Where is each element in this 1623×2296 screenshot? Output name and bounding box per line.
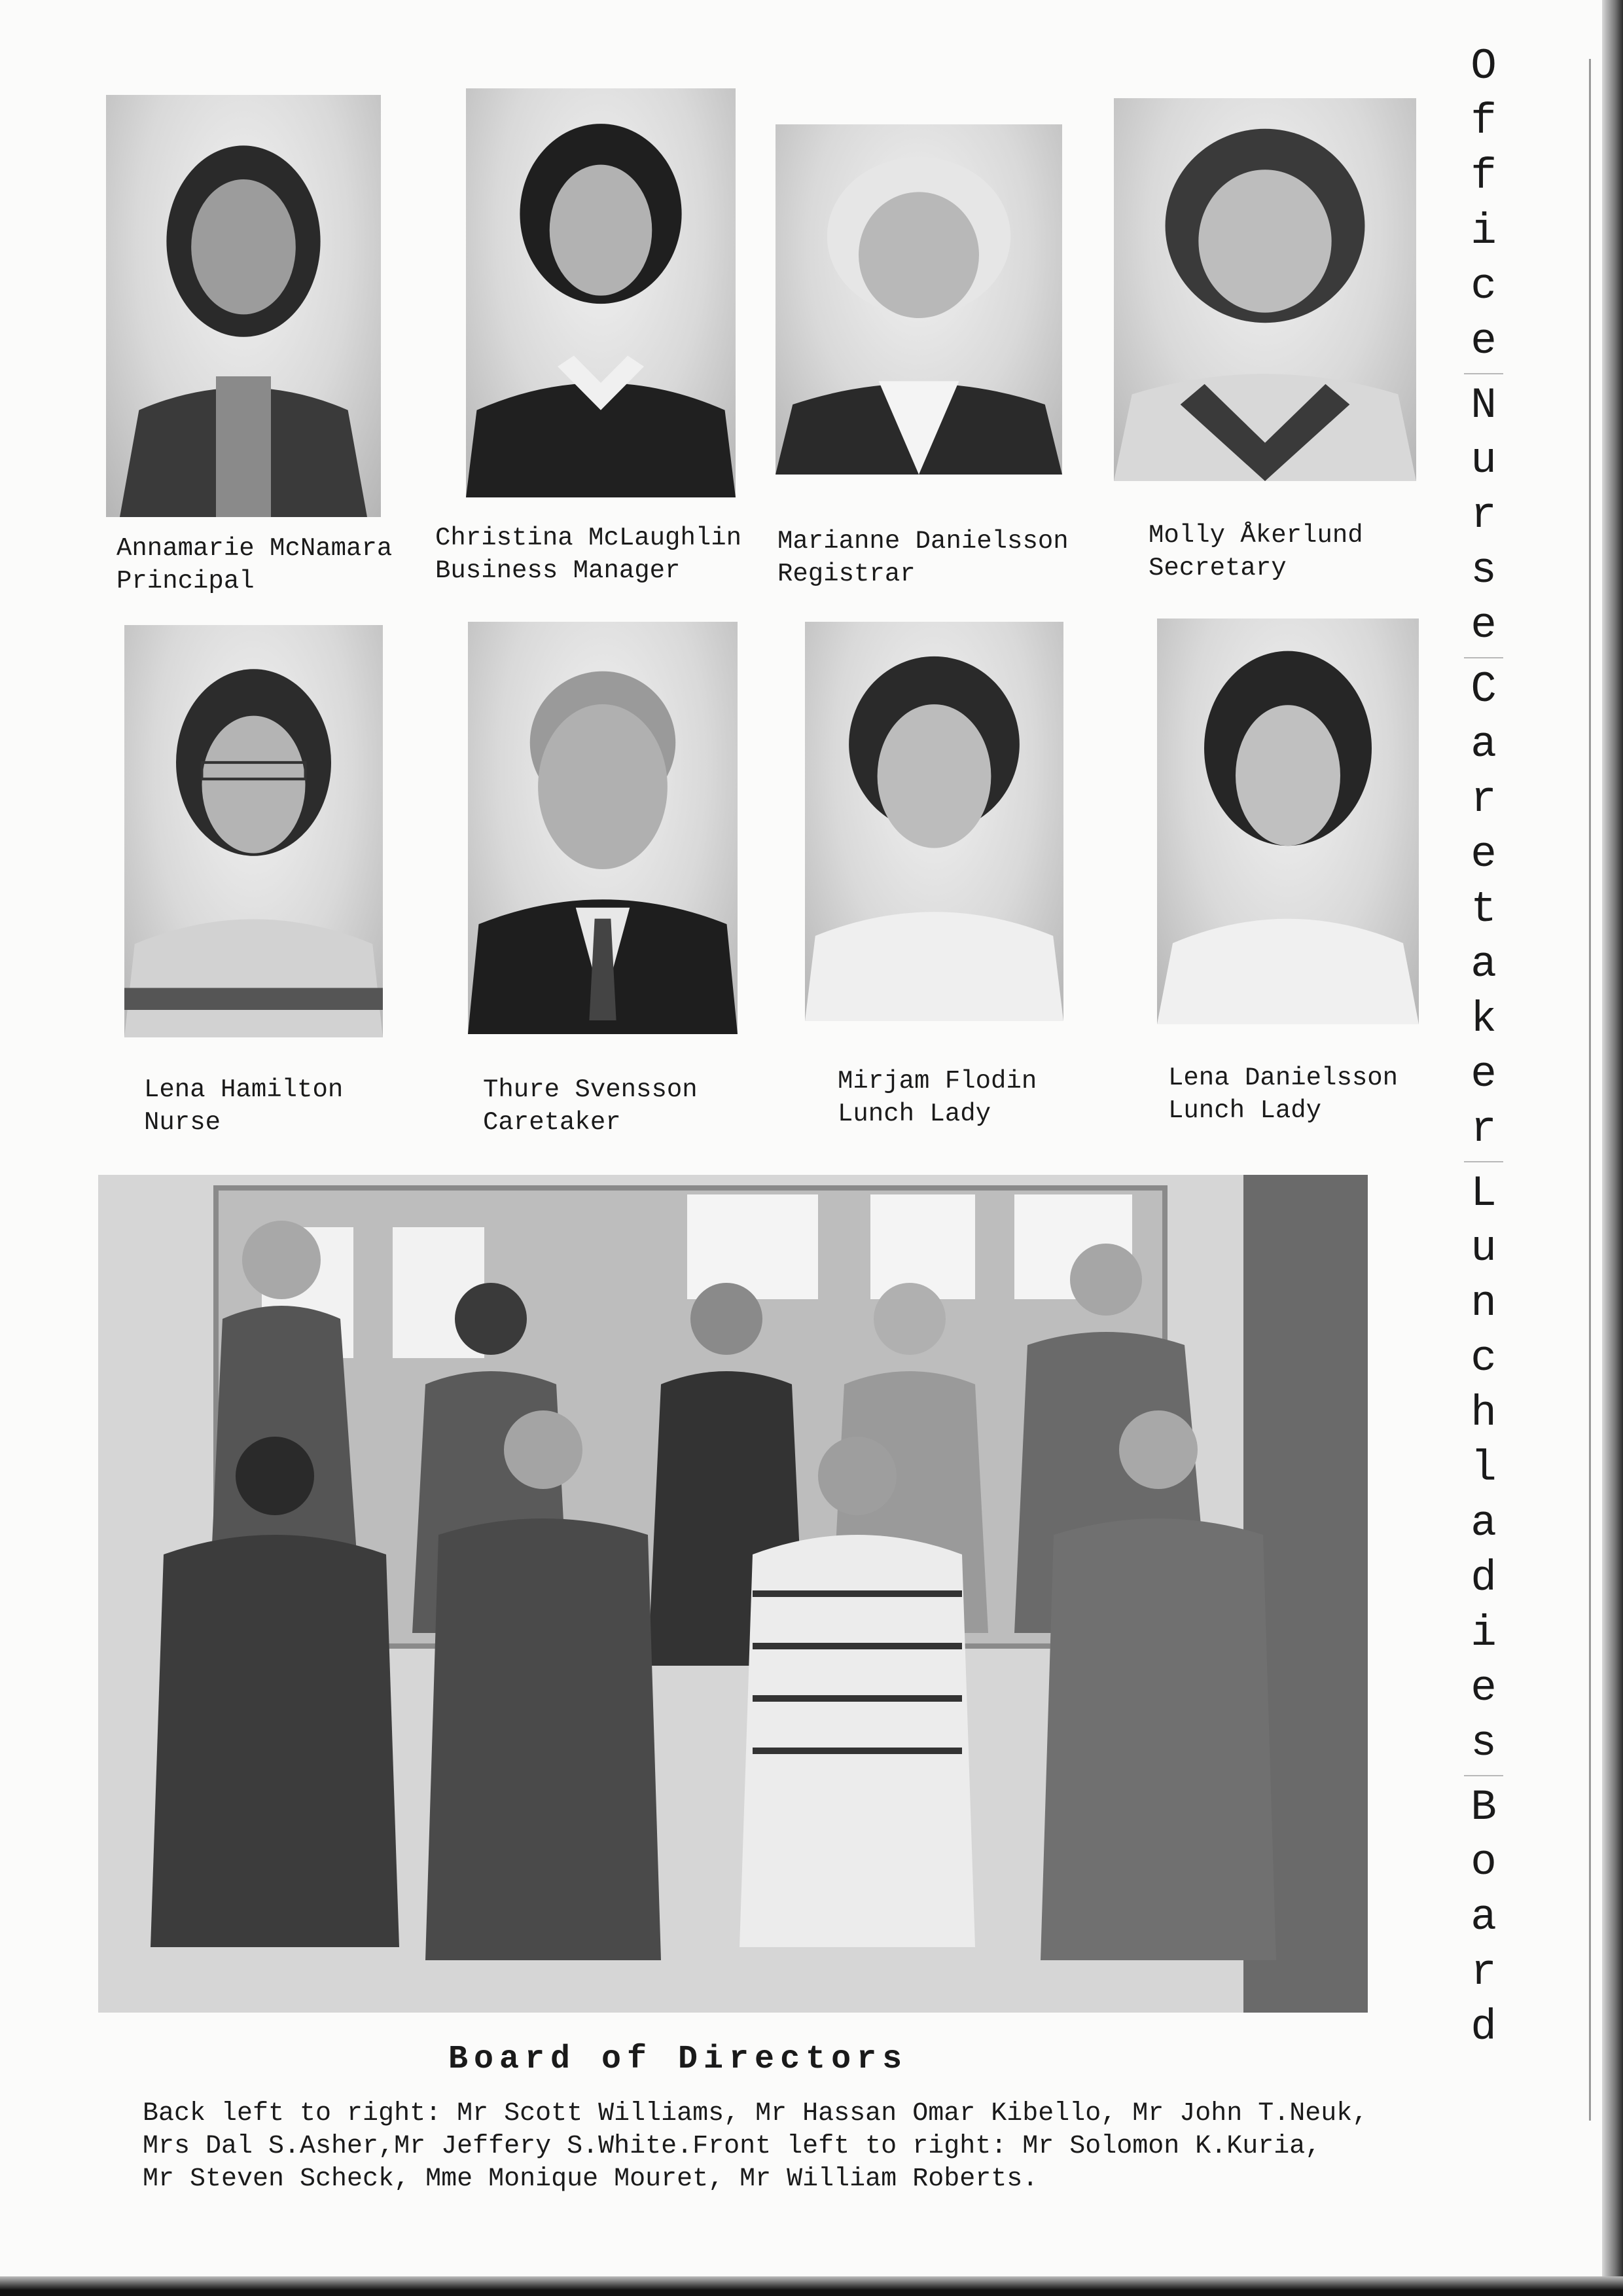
staff-role: Secretary	[1149, 554, 1287, 583]
staff-role: Caretaker	[483, 1108, 621, 1137]
section-tab-caretaker: C a r e t a k e r	[1471, 665, 1497, 1154]
portrait-photo	[468, 622, 738, 1034]
board-title: Board of Directors	[448, 2041, 908, 2078]
staff-role: Principal	[116, 567, 255, 596]
portrait-photo	[805, 622, 1063, 1021]
tab-divider	[1464, 1775, 1503, 1776]
staff-role: Business Manager	[435, 556, 681, 585]
staff-caption	[1149, 519, 1363, 584]
staff-name: Lena Danielsson	[1168, 1064, 1399, 1092]
staff-caption	[435, 522, 741, 587]
staff-role: Lunch Lady	[838, 1100, 991, 1128]
staff-caption	[483, 1073, 698, 1139]
portrait-photo	[1114, 98, 1416, 481]
staff-caption	[777, 525, 1069, 590]
staff-name: Thure Svensson	[483, 1075, 698, 1104]
staff-name: Annamarie McNamara	[116, 534, 393, 563]
board-caption-line: Mr Steven Scheck, Mme Monique Mouret, Mr William Roberts.	[143, 2164, 1039, 2194]
tab-divider	[1464, 373, 1503, 374]
staff-name: Molly Åkerlund	[1149, 521, 1363, 550]
section-tabs	[1454, 39, 1513, 2055]
staff-caption	[144, 1073, 343, 1139]
staff-role: Nurse	[144, 1108, 221, 1137]
staff-name: Christina McLaughlin	[435, 524, 742, 552]
portrait-photo	[124, 625, 383, 1037]
board-caption	[143, 2098, 1452, 2196]
staff-caption	[1168, 1062, 1398, 1127]
portrait-photo	[466, 88, 736, 497]
staff-name: Mirjam Flodin	[838, 1067, 1037, 1096]
portrait-photo	[776, 124, 1062, 475]
tab-divider	[1464, 657, 1503, 658]
tab-divider	[1464, 1161, 1503, 1162]
staff-role: Lunch Lady	[1168, 1096, 1322, 1125]
section-tab-office: O f f i c e	[1471, 42, 1497, 366]
staff-caption	[116, 532, 392, 598]
board-caption-line: Back left to right: Mr Scott Williams, Mr Hassan Omar Kibello, Mr John T.Neuk,	[143, 2099, 1368, 2128]
staff-name: Lena Hamilton	[144, 1075, 344, 1104]
section-tab-nurse: N u r s e	[1471, 381, 1497, 650]
board-caption-line: Mrs Dal S.Asher,Mr Jeffery S.White.Front left to right: Mr Solomon K.Kuria,	[143, 2132, 1321, 2161]
portrait-photo	[106, 95, 381, 517]
page-binding-line	[1589, 59, 1591, 2121]
portrait-photo	[1157, 619, 1419, 1024]
section-tab-board: B o a r d	[1471, 1783, 1497, 2052]
staff-role: Registrar	[777, 560, 916, 588]
page-edge-shadow	[1602, 0, 1623, 2296]
staff-caption	[838, 1065, 1037, 1130]
staff-name: Marianne Danielsson	[777, 527, 1069, 556]
board-group-photo	[98, 1175, 1368, 2013]
page-edge-shadow	[0, 2276, 1623, 2296]
section-tab-lunchladies: L u n c h l a d i e s	[1471, 1169, 1497, 1768]
